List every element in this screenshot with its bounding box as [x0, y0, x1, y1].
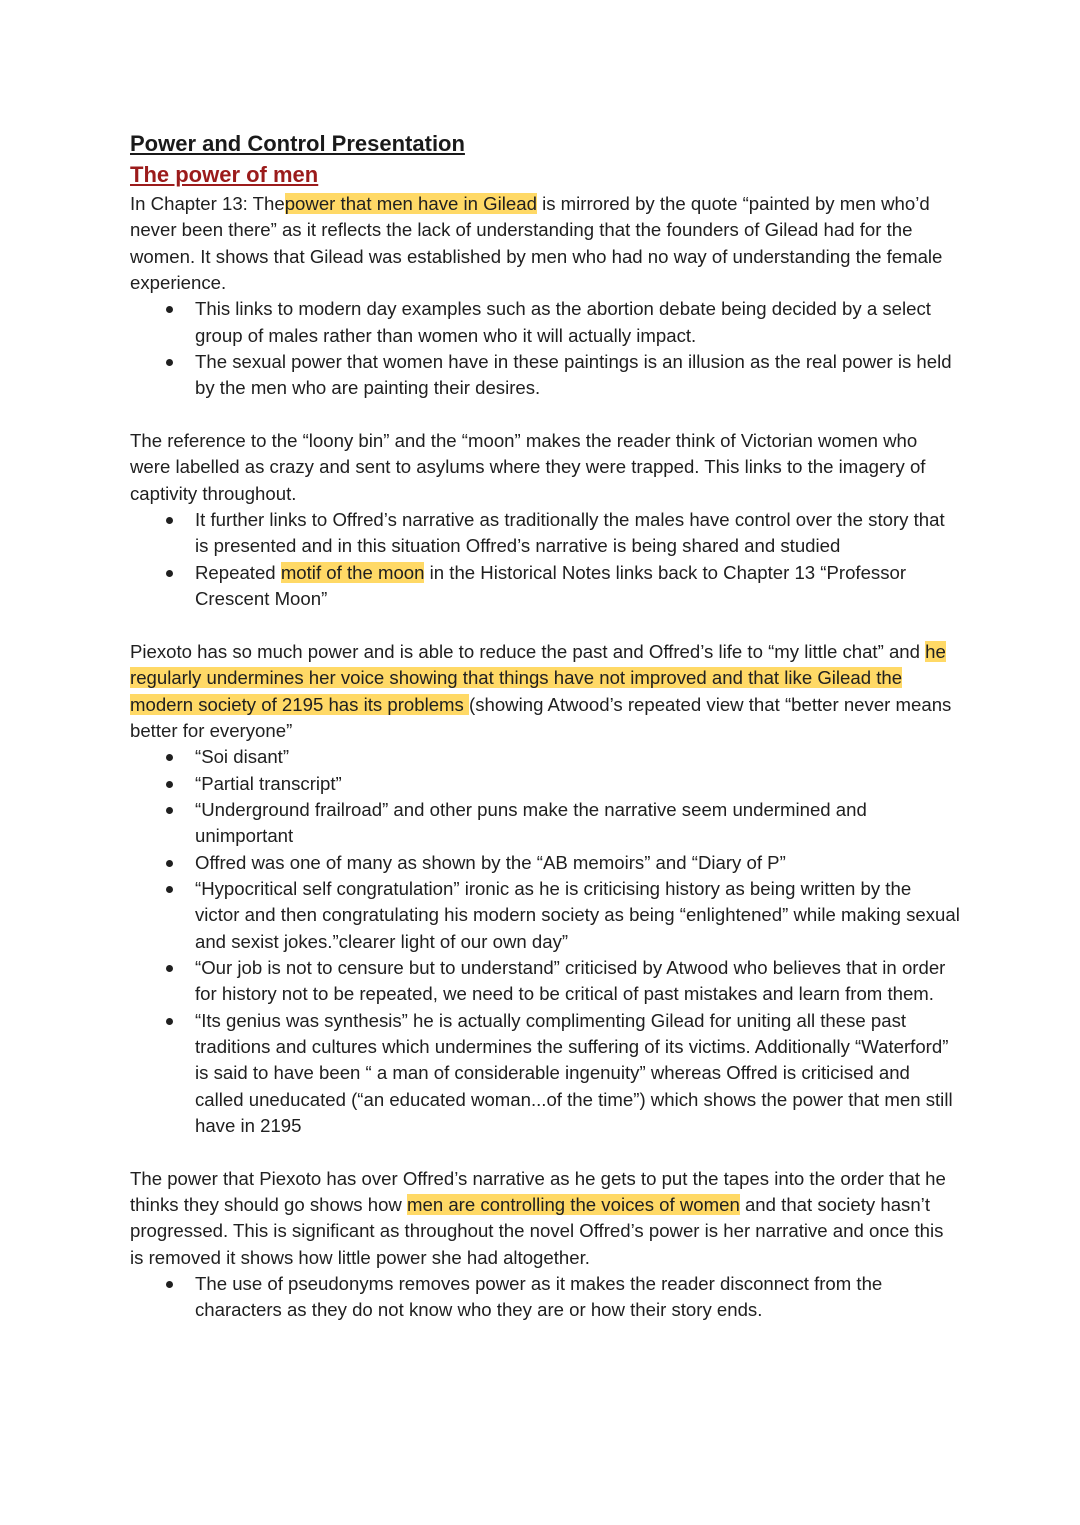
document-title: Power and Control Presentation: [130, 131, 465, 156]
list-item: “Our job is not to censure but to understand” criticised by Atwood who believes that in order for history not to be repeated, we need to be critical of past mistakes and learn from them.: [195, 955, 960, 1008]
list-item: The use of pseudonyms removes power as it makes the reader disconnect from the characters as they do not know who they are or how their story ends.: [195, 1271, 960, 1324]
text-run: and that society hasn’t progressed. This is significant as throughout the novel Offred’s power is her narrative and once this is removed it shows how little power she had altogether.: [130, 1194, 944, 1268]
list-item: The sexual power that women have in these paintings is an illusion as the real power is held by the men who are painting their desires.: [195, 349, 960, 402]
highlighted-text: power that men have in Gilead: [284, 193, 537, 214]
highlighted-text: men are controlling the voices of women: [407, 1194, 740, 1216]
list-item: “Soi disant”: [195, 744, 960, 770]
text-run: The power that Piexoto has over Offred’s narrative as he gets to put the tapes into the order that he thinks they should go shows how: [130, 1167, 946, 1216]
list-item: It further links to Offred’s narrative as traditionally the males have control over the story that is presented and in this situation Offred’s narrative is being shared and studied: [195, 507, 960, 560]
bullet-list-quotes: [130, 744, 960, 1139]
list-item: “Partial transcript”: [195, 771, 960, 797]
paragraph-piexoto: [130, 639, 960, 744]
section-heading: The power of men: [130, 162, 319, 187]
list-item: This links to modern day examples such as the abortion debate being decided by a select group of males rather than women who it will actually impact.: [195, 296, 960, 349]
list-item: “Hypocritical self congratulation” ironic as he is criticising history as being written by the victor and then congratulating his modern society as being “enlightened” while making sexual and sexist jokes.”clearer light of our own day”: [195, 876, 960, 955]
paragraph-loony-bin: The reference to the “loony bin” and the “moon” makes the reader think of Victorian women who were labelled as crazy and sent to asylums where they were trapped. This links to the imagery of captivity throughout.: [130, 430, 926, 504]
text-run: In Chapter 13: The: [130, 193, 285, 214]
text-run: (showing Atwood’s repeated view that “better never means better for everyone”: [130, 693, 952, 741]
paragraph-chapter-13: [130, 191, 960, 296]
paragraph-gap: [130, 613, 960, 639]
highlighted-text: motif of the moon: [280, 561, 425, 583]
text-run: Piexoto has so much power and is able to reduce the past and Offred’s life to “my little chat” and: [130, 640, 926, 662]
document-page: [130, 128, 960, 1324]
list-item: [195, 560, 960, 613]
list-item: “Underground frailroad” and other puns make the narrative seem undermined and unimportant: [195, 797, 960, 850]
bullet-list-pseudonyms: [130, 1271, 960, 1324]
bullet-list-paintings: [130, 296, 960, 401]
bullet-list-moon: [130, 507, 960, 612]
list-item: “Its genius was synthesis” he is actually complimenting Gilead for uniting all these past traditions and cultures which undermines the suffering of its victims. Additionally “Waterford” is said to have been “ a man of considerable ingenuity” whereas Offred is criticised and called uneducated (“an educated woman...of the time”) which shows the power that men still have in 2195: [195, 1008, 960, 1140]
text-run: Repeated: [195, 561, 281, 583]
paragraph-gap: [130, 402, 960, 428]
text-run: is mirrored by the quote “painted by men who’d never been there” as it reflects the lack of understanding that the founders of Gilead had for the women. It shows that Gilead was established by men who had no way of understanding the female experience.: [130, 193, 943, 294]
highlighted-text: he regularly undermines her voice showing that things have not improved and that like Gilead the modern society of 2195 has its problems: [130, 640, 946, 715]
text-run: in the Historical Notes links back to Chapter 13 “Professor Crescent Moon”: [195, 561, 907, 610]
paragraph-narrative-control: [130, 1166, 960, 1271]
paragraph-gap: [130, 1139, 960, 1165]
list-item: Offred was one of many as shown by the “AB memoirs” and “Diary of P”: [195, 850, 960, 876]
